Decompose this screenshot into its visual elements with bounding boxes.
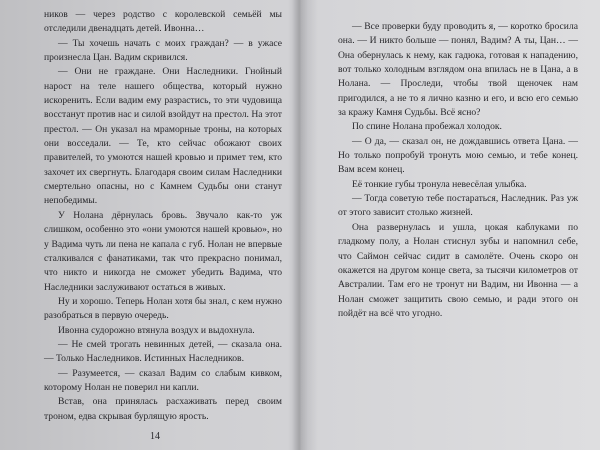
paragraph: ников — через родство с королевской семьёй мы отследили двенадцать детей. Ивонна… xyxy=(44,9,282,35)
paragraph: Она развернулась и ушла, цокая каблуками по гладкому полу, а Нолан стиснул зубы и напомнил себе, что Саймон сейчас сидит в самолёте. Очень скоро он окажется на другом конце света, за тысячи километров от Австралии. Там его не тронут ни Вадим, ни Ивонна — а Нолан сможет защитить свою семью, и ради этого он пойдёт на всё что угодно. xyxy=(338,221,578,319)
page-number: 14 xyxy=(150,431,160,442)
paragraph: — Не смей трогать невинных детей, — сказала она. — Только Наследников. Истинных Наследников. xyxy=(44,338,282,365)
paragraph: — Разумеется, — сказал Вадим со слабым кивком, которому Нолан не поверил ни капли. xyxy=(44,367,282,393)
paragraph: У Нолана дёрнулась бровь. Звучало как-то уж слишком, особенно это «они умоются нашей кровью», но у Вадима чуть ли пена не капала с губ. Нолан не впервые сталкивался с фанатиками, так что прекрасно понимал, что никто и никогда не сможет убедить Вадима, что Наследники заслуживают остаться в живых. xyxy=(44,209,282,293)
paragraph: — Они не граждане. Они Наследники. Гнойный нарост на теле нашего общества, который нужно искоренить. Если вадим ему разрастись, то эти чудовища восстанут против нас и силой взойдут на престол. На этот престол. — Он указал на мраморные троны, на которых они восседали. — Те, кто сейчас обожают своих правителей, то умоются нашей кровью и примет тем, кто захочет их свергнуть. Благодаря своим силам Наследники смертельно опасны, но с Камнем Судьбы они станут непобедимы. xyxy=(44,66,282,207)
paragraph: По спине Нолана пробежал холодок. xyxy=(352,121,502,133)
paragraph: Её тонкие губы тронула невесёлая улыбка. xyxy=(352,178,527,190)
paragraph: — Ты хочешь начать с моих граждан? — в ужасе произнесла Цан. Вадим скривился. xyxy=(44,37,282,64)
left-page-text xyxy=(44,8,282,424)
book-spine-fold xyxy=(292,0,308,450)
paragraph: Встав, она принялась расхаживать перед своим троном, едва скрывая бурлящую ярость. xyxy=(44,396,282,422)
paragraph: — Тогда советую тебе постараться, Наследник. Раз уж от этого зависит столько жизней. xyxy=(338,193,578,219)
left-page xyxy=(0,0,298,450)
right-page xyxy=(302,0,600,450)
paragraph: — О да, — сказал он, не дождавшись ответа Цана. — Но только попробуй тронуть мою семью, и тебе конец. Вам всем конец. xyxy=(338,135,578,176)
paragraph: Ну и хорошо. Теперь Нолан хотя бы знал, с кем нужно разобраться в первую очередь. xyxy=(44,295,282,322)
paragraph: — Все проверки буду проводить я, — коротко бросила она. — И никто больше — понял, Вадим? А ты, Цан… — Она обернулась к нему, как гадюка, готовая к нападению, вот только холодным взглядом она впилась не в Цана, а в Нолана. — Проследи, чтобы твой щеночек нам пригодился, а не то я лично казню и его, и всю его семью за кражу Камня Судьбы. Всё ясно? xyxy=(338,21,578,119)
right-page-text xyxy=(338,20,578,321)
paragraph: Ивонна судорожно втянула воздух и выдохнула. xyxy=(58,324,255,336)
